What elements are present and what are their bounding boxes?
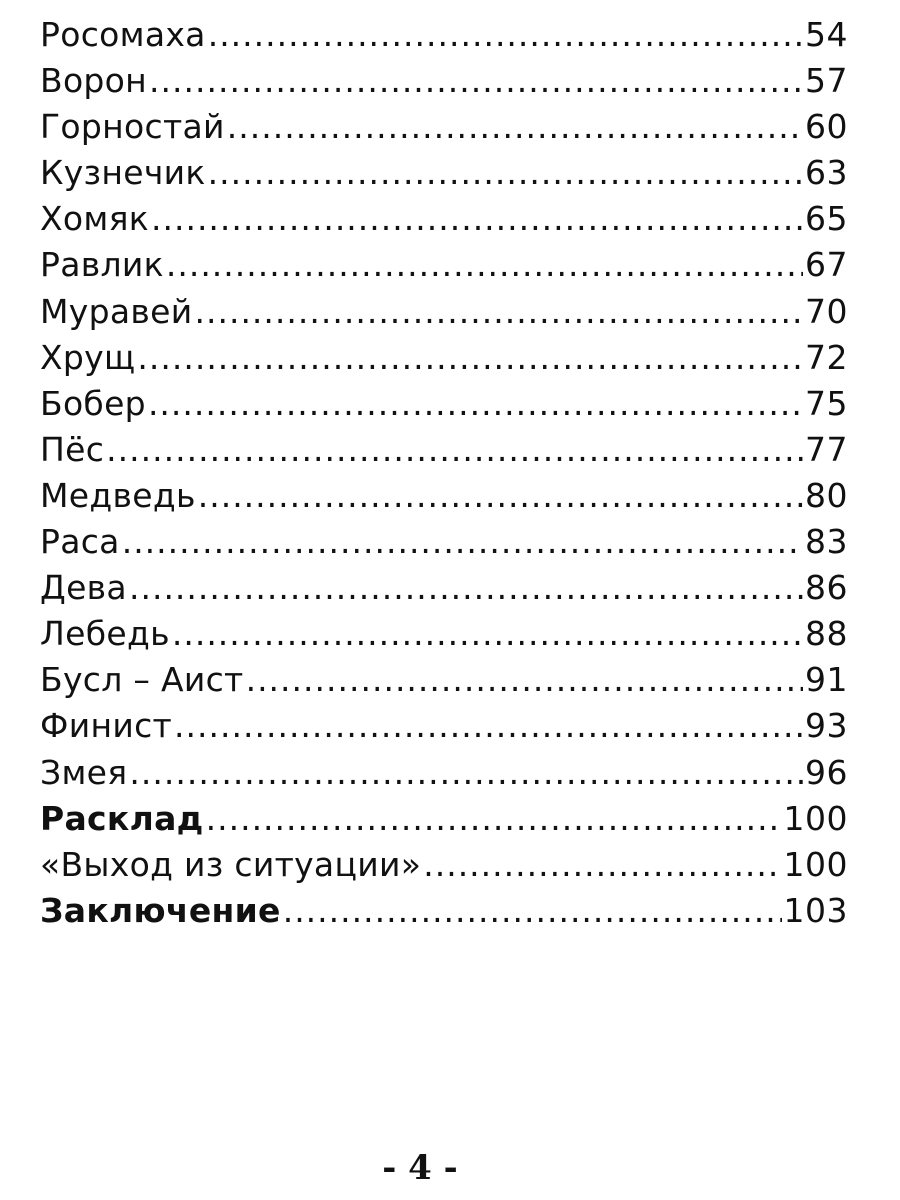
- toc-entry-title: Бобер: [40, 383, 146, 423]
- toc-entry[interactable]: [40, 335, 848, 381]
- toc-entry-title: Змея: [40, 752, 128, 792]
- toc-entry-title: Росомаха: [40, 15, 206, 54]
- toc-entry-page: 96: [805, 752, 848, 792]
- toc-entry[interactable]: [40, 150, 848, 196]
- toc-entry-title: «Выход из ситуации»: [40, 844, 422, 884]
- toc-entry-page: 60: [805, 107, 848, 147]
- toc-entry-page: 93: [805, 706, 848, 746]
- toc-entry-title: Лебедь: [40, 614, 170, 654]
- toc-entry[interactable]: [40, 242, 848, 288]
- toc-entry-section[interactable]: [40, 796, 848, 842]
- toc-entry-page: 83: [805, 522, 848, 562]
- toc-entry[interactable]: [40, 58, 848, 104]
- toc-entry[interactable]: [40, 611, 848, 657]
- toc-entry[interactable]: [40, 427, 848, 473]
- toc-leader-dots: [166, 242, 803, 288]
- toc-leader-dots: [129, 750, 803, 796]
- toc-entry[interactable]: [40, 196, 848, 242]
- toc-entry-page: 57: [805, 61, 848, 101]
- toc-leader-dots: [174, 703, 803, 749]
- toc-entry-title: Заключение: [40, 890, 281, 930]
- toc-leader-dots: [227, 104, 803, 150]
- toc-leader-dots: [246, 657, 803, 703]
- toc-leader-dots: [208, 150, 803, 196]
- toc-entry-page: 86: [805, 568, 848, 608]
- toc-leader-dots: [198, 473, 803, 519]
- toc-entry-title: Расклад: [40, 798, 204, 838]
- toc-leader-dots: [106, 427, 803, 473]
- toc-leader-dots: [208, 12, 803, 58]
- toc-entry-title: Бусл – Аист: [40, 660, 244, 700]
- toc-entry-page: 72: [805, 337, 848, 377]
- toc-entry-title: Ворон: [40, 61, 148, 101]
- toc-leader-dots: [423, 842, 781, 888]
- toc-entry[interactable]: [40, 519, 848, 565]
- toc-entry-page: 103: [783, 890, 848, 930]
- toc-entry-page: 88: [805, 614, 848, 654]
- toc-entry-page: 63: [805, 153, 848, 193]
- toc-entry-page: 91: [805, 660, 848, 700]
- toc-entry-page: 100: [783, 844, 848, 884]
- toc-leader-dots: [206, 796, 782, 842]
- toc-entry-title: Дева: [40, 568, 127, 608]
- toc-entry[interactable]: [40, 381, 848, 427]
- toc-leader-dots: [148, 381, 803, 427]
- toc-entry[interactable]: [40, 12, 848, 58]
- toc-entry[interactable]: [40, 104, 848, 150]
- toc-entry[interactable]: [40, 289, 848, 335]
- toc-entry-title: Горностай: [40, 107, 225, 147]
- toc-entry[interactable]: [40, 473, 848, 519]
- toc-entry[interactable]: [40, 703, 848, 749]
- toc-entry-page: 100: [783, 798, 848, 838]
- toc-entry-title: Медведь: [40, 475, 196, 515]
- toc-entry[interactable]: [40, 842, 848, 888]
- toc-entry-page: 54: [805, 15, 848, 54]
- toc-entry-page: 75: [805, 383, 848, 423]
- toc-entry-page: 70: [805, 291, 848, 331]
- toc-leader-dots: [172, 611, 803, 657]
- toc-leader-dots: [122, 519, 803, 565]
- toc-leader-dots: [137, 335, 803, 381]
- toc-entry-title: Финист: [40, 706, 173, 746]
- toc-leader-dots: [149, 58, 803, 104]
- toc-entry-title: Муравей: [40, 291, 193, 331]
- table-of-contents: [40, 12, 848, 934]
- toc-entry-title: Пёс: [40, 429, 105, 469]
- toc-leader-dots: [283, 888, 782, 934]
- toc-entry-section[interactable]: [40, 888, 848, 934]
- toc-entry-page: 67: [805, 245, 848, 285]
- toc-entry-title: Кузнечик: [40, 153, 206, 193]
- toc-entry-title: Хрущ: [40, 337, 136, 377]
- page-number: - 4 -: [382, 1148, 458, 1188]
- toc-entry-title: Хомяк: [40, 199, 149, 239]
- toc-entry-page: 80: [805, 475, 848, 515]
- toc-leader-dots: [151, 196, 803, 242]
- toc-entry[interactable]: [40, 565, 848, 611]
- toc-entry-title: Раса: [40, 522, 120, 562]
- toc-entry-page: 77: [805, 429, 848, 469]
- toc-entry[interactable]: [40, 750, 848, 796]
- toc-leader-dots: [194, 289, 803, 335]
- toc-leader-dots: [129, 565, 803, 611]
- toc-entry-title: Равлик: [40, 245, 164, 285]
- toc-entry-page: 65: [805, 199, 848, 239]
- toc-entry[interactable]: [40, 657, 848, 703]
